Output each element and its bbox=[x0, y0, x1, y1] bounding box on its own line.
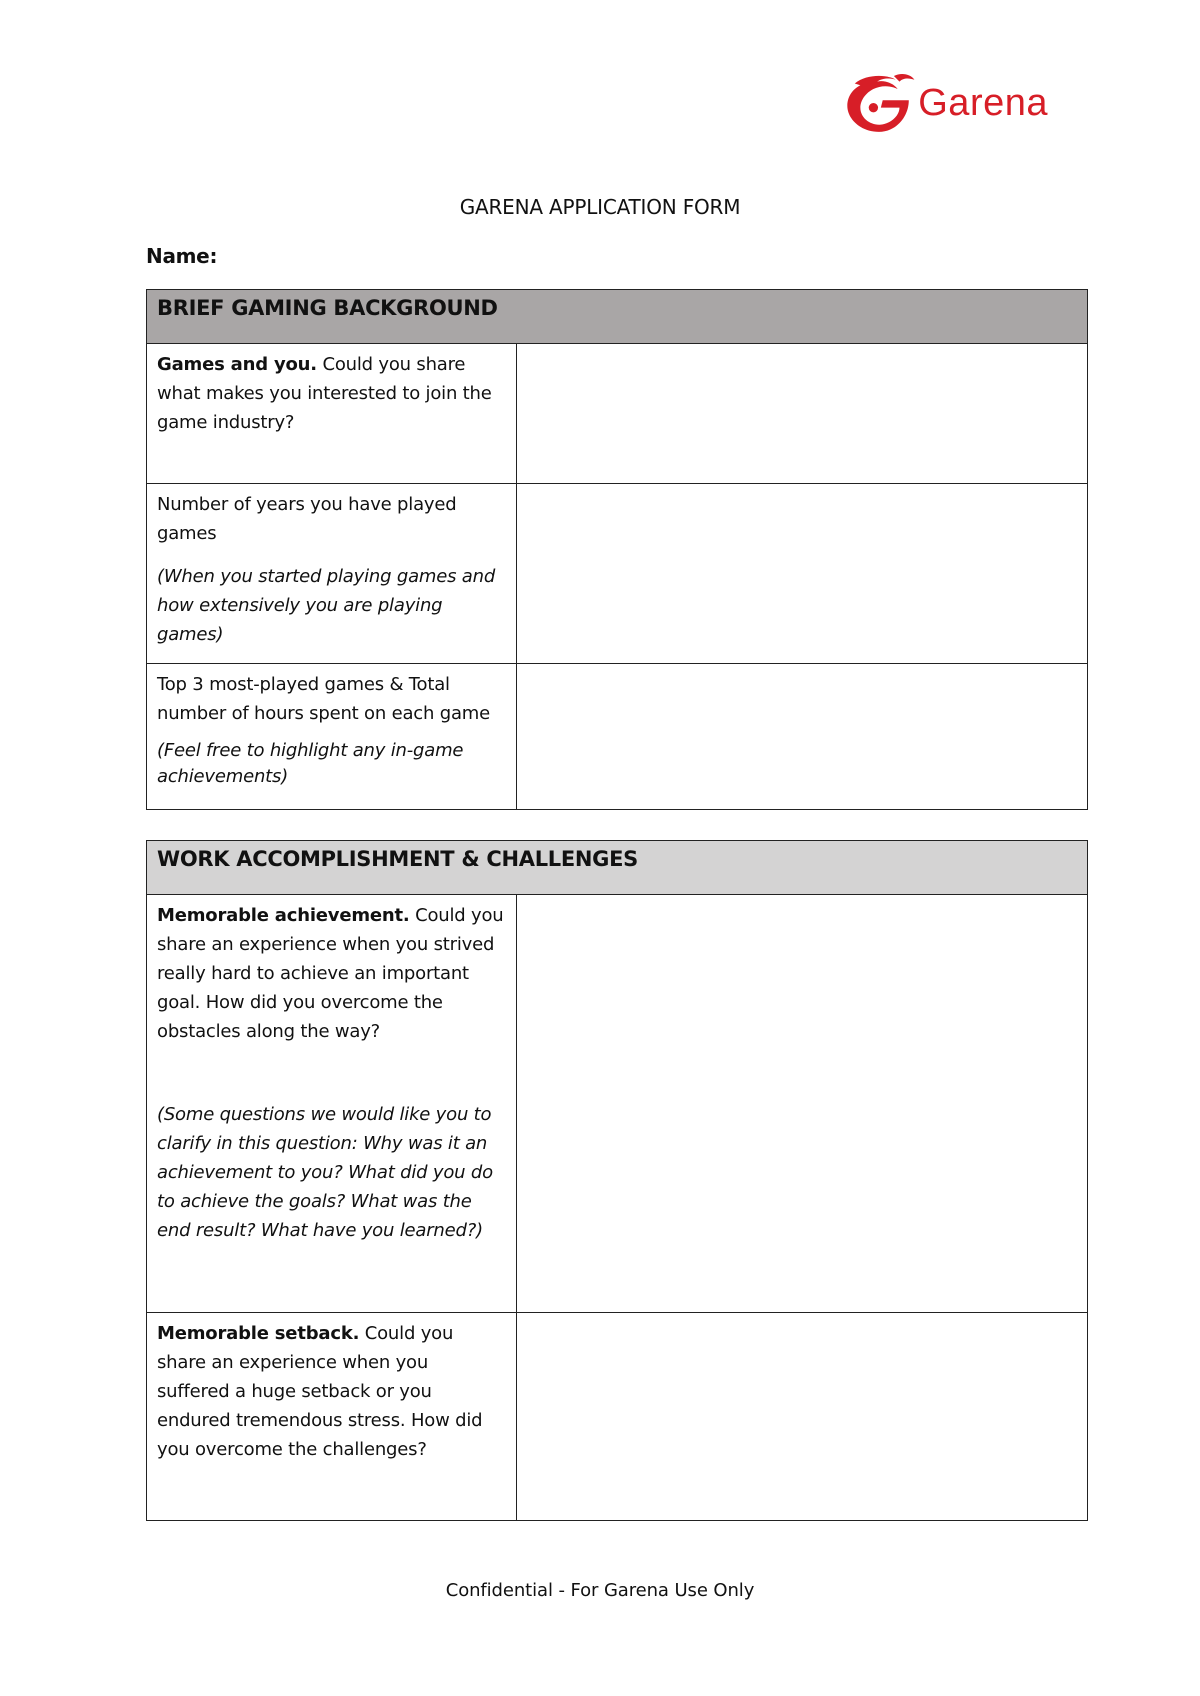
question-text: Could you share an experience when you suffered a huge setback or you endured tremendous stress. How did you overcome the challenges? bbox=[157, 1323, 483, 1460]
answer-years-played[interactable] bbox=[517, 484, 1088, 664]
question-bold: Memorable setback. bbox=[157, 1323, 360, 1344]
question-note: (Some questions we would like you to clarify in this question: Why was it an achievement to you? What did you do to achieve the goals? What was the end result? What have you learned?) bbox=[157, 1104, 493, 1241]
question-memorable-achievement bbox=[147, 895, 517, 1313]
gaming-background-table bbox=[146, 289, 1088, 810]
question-memorable-setback bbox=[147, 1313, 517, 1521]
section-header-gaming: BRIEF GAMING BACKGROUND bbox=[147, 290, 1088, 344]
question-games-and-you bbox=[147, 344, 517, 484]
question-years-played bbox=[147, 484, 517, 664]
question-text: Could you share what makes you interested to join the game industry? bbox=[157, 354, 492, 433]
question-text: Number of years you have played games bbox=[157, 494, 457, 544]
answer-memorable-setback[interactable] bbox=[517, 1313, 1088, 1521]
name-label: Name: bbox=[146, 244, 218, 268]
garena-logo bbox=[838, 68, 1048, 138]
section-header-work: WORK ACCOMPLISHMENT & CHALLENGES bbox=[147, 841, 1088, 895]
answer-games-and-you[interactable] bbox=[517, 344, 1088, 484]
work-accomplishment-table bbox=[146, 840, 1088, 1521]
form-title: GARENA APPLICATION FORM bbox=[459, 195, 741, 219]
answer-memorable-achievement[interactable] bbox=[517, 895, 1088, 1313]
question-bold: Games and you. bbox=[157, 354, 317, 375]
answer-top-games[interactable] bbox=[517, 664, 1088, 810]
question-top-games bbox=[147, 664, 517, 810]
garena-dragon-icon bbox=[838, 68, 916, 138]
question-text: Could you share an experience when you strived really hard to achieve an important goal. How did you overcome the obstacles along the way? bbox=[157, 905, 504, 1042]
question-text: Top 3 most-played games & Total number of hours spent on each game bbox=[157, 674, 490, 724]
footer-confidential: Confidential - For Garena Use Only bbox=[445, 1580, 755, 1601]
logo-text: Garena bbox=[918, 81, 1048, 124]
question-bold: Memorable achievement. bbox=[157, 905, 410, 926]
question-note: (Feel free to highlight any in-game achievements) bbox=[157, 740, 464, 787]
question-note: (When you started playing games and how extensively you are playing games) bbox=[157, 566, 496, 645]
